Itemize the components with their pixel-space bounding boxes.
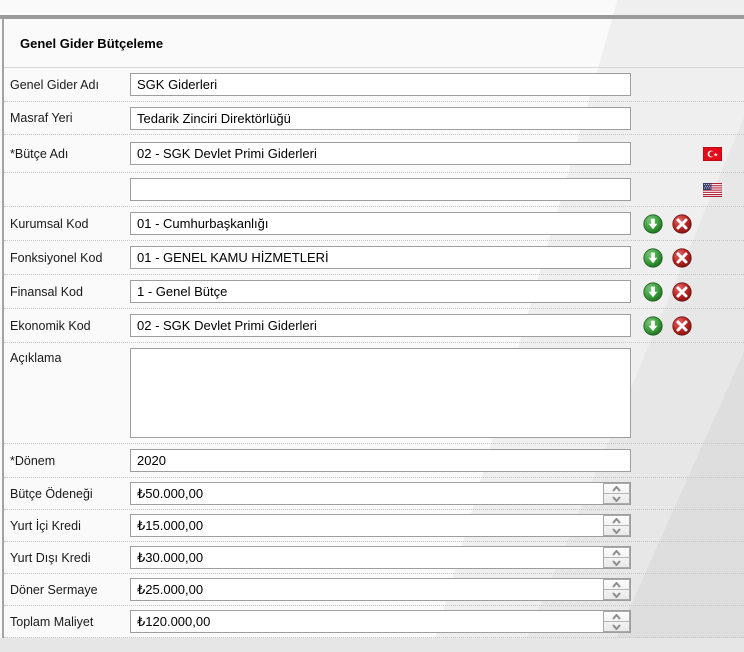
- fonksiyonel-kod-input[interactable]: [130, 246, 631, 269]
- ekonomik-kod-select-icon[interactable]: [643, 316, 663, 336]
- page-title: Genel Gider Bütçeleme: [20, 35, 164, 51]
- yurt-ici-kredi-label: Yurt İçi Kredi: [10, 518, 81, 533]
- row-masraf-yeri: [4, 102, 744, 135]
- yurt-ici-kredi-spinner[interactable]: [603, 515, 630, 536]
- us-flag-icon[interactable]: [703, 183, 722, 197]
- toplam-maliyet-spinner[interactable]: [603, 611, 630, 632]
- spinner-down-icon[interactable]: [604, 589, 629, 599]
- butce-adi-alt-input[interactable]: [130, 178, 631, 201]
- toplam-maliyet-input[interactable]: [130, 610, 631, 633]
- aciklama-label: Açıklama: [10, 351, 62, 365]
- butce-adi-label: *Bütçe Adı: [10, 146, 69, 161]
- doner-sermaye-input[interactable]: [130, 578, 631, 601]
- spinner-up-icon[interactable]: [604, 548, 629, 557]
- row-ekonomik-kod: [4, 309, 744, 343]
- row-butce-adi-alt: [4, 173, 744, 207]
- row-butce-odenegi: [4, 478, 744, 510]
- yurt-disi-kredi-spinner[interactable]: [603, 547, 630, 568]
- butce-odenegi-spinner[interactable]: [603, 483, 630, 504]
- kurumsal-kod-input[interactable]: [130, 212, 631, 235]
- genel-gider-adi-input[interactable]: [130, 73, 631, 96]
- kurumsal-kod-select-icon[interactable]: [643, 214, 663, 234]
- finansal-kod-input[interactable]: [130, 280, 631, 303]
- butce-adi-input[interactable]: [130, 142, 631, 165]
- finansal-kod-select-icon[interactable]: [643, 282, 663, 302]
- row-yurt-ici-kredi: [4, 510, 744, 542]
- row-yurt-disi-kredi: [4, 542, 744, 574]
- row-aciklama: [4, 343, 744, 444]
- ekonomik-kod-clear-icon[interactable]: [672, 316, 692, 336]
- spinner-up-icon[interactable]: [604, 516, 629, 525]
- row-doner-sermaye: [4, 574, 744, 606]
- row-butce-adi: [4, 135, 744, 173]
- spinner-down-icon[interactable]: [604, 557, 629, 567]
- kurumsal-kod-label: Kurumsal Kod: [10, 216, 89, 231]
- spinner-down-icon[interactable]: [604, 621, 629, 631]
- finansal-kod-clear-icon[interactable]: [672, 282, 692, 302]
- butce-odenegi-label: Bütçe Ödeneği: [10, 486, 93, 501]
- row-fonksiyonel-kod: [4, 241, 744, 275]
- finansal-kod-label: Finansal Kod: [10, 284, 83, 299]
- panel-left-border: [2, 19, 4, 638]
- masraf-yeri-input[interactable]: [130, 107, 631, 130]
- toplam-maliyet-label: Toplam Maliyet: [10, 614, 94, 629]
- background-strip: [0, 638, 744, 652]
- ekonomik-kod-input[interactable]: [130, 314, 631, 337]
- spinner-up-icon[interactable]: [604, 580, 629, 589]
- row-toplam-maliyet: [4, 606, 744, 638]
- turkish-flag-icon[interactable]: [703, 147, 722, 161]
- ekonomik-kod-label: Ekonomik Kod: [10, 318, 91, 333]
- yurt-disi-kredi-input[interactable]: [130, 546, 631, 569]
- kurumsal-kod-clear-icon[interactable]: [672, 214, 692, 234]
- genel-gider-butceleme-panel: [4, 19, 744, 638]
- butce-odenegi-input[interactable]: [130, 482, 631, 505]
- fonksiyonel-kod-select-icon[interactable]: [643, 248, 663, 268]
- yurt-disi-kredi-label: Yurt Dışı Kredi: [10, 550, 91, 565]
- spinner-up-icon[interactable]: [604, 612, 629, 621]
- top-divider-bar: [0, 15, 744, 19]
- yurt-ici-kredi-input[interactable]: [130, 514, 631, 537]
- aciklama-textarea[interactable]: [130, 348, 631, 438]
- panel-title-row: [4, 19, 744, 68]
- doner-sermaye-spinner[interactable]: [603, 579, 630, 600]
- fonksiyonel-kod-label: Fonksiyonel Kod: [10, 250, 103, 265]
- spinner-up-icon[interactable]: [604, 484, 629, 493]
- spinner-down-icon[interactable]: [604, 493, 629, 503]
- genel-gider-adi-label: Genel Gider Adı: [10, 77, 99, 92]
- donem-label: *Dönem: [10, 453, 56, 468]
- fonksiyonel-kod-clear-icon[interactable]: [672, 248, 692, 268]
- masraf-yeri-label: Masraf Yeri: [10, 111, 73, 125]
- row-donem: [4, 444, 744, 478]
- donem-input[interactable]: [130, 449, 631, 472]
- spinner-down-icon[interactable]: [604, 525, 629, 535]
- row-finansal-kod: [4, 275, 744, 309]
- row-genel-gider-adi: [4, 68, 744, 102]
- doner-sermaye-label: Döner Sermaye: [10, 582, 98, 597]
- row-kurumsal-kod: [4, 207, 744, 241]
